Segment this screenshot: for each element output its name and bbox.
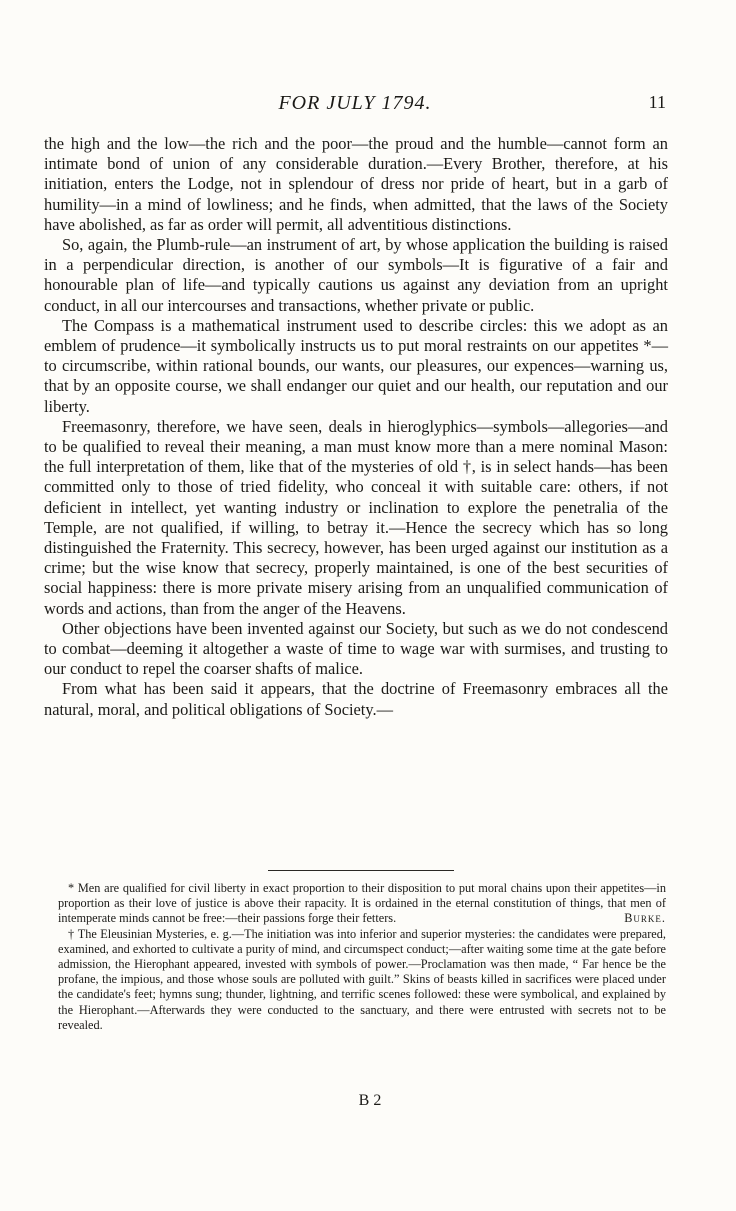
main-text	[44, 134, 668, 720]
footnote: † The Eleusinian Mysteries, e. g.—The initiation was into inferior and superior mysteries: the candidates were prepared, examined, and exhorted to cultivate a purity of mind, and circumspect conduct;—after waiting some time at the gate before admission, the Hierophant appeared, invested with symbols of power.—Proclamation was then made, “ Far hence be the profane, the impious, and those whose souls are polluted with guilt.” Skins of beasts killed in sacrifices were placed under the candidate's feet; hymns sung; thunder, lightning, and terrific scenes followed: these were symbolical, and explained by the Hierophant.—Afterwards they were conducted to the sanctuary, and there were entrusted with secrets not to be revealed.	[58, 926, 666, 1032]
page-header	[44, 92, 666, 122]
paragraph: Freemasonry, therefore, we have seen, deals in hieroglyphics—symbols—allegories—and to be qualified to reveal their meaning, a man must know more than a mere nominal Mason: the full interpretation of them, like that of the mysteries of old †, is in select hands—has been committed only to those of tried fidelity, who conceal it with suitable care: others, if not deficient in intellect, yet wanting industry or inclination to explore the penetralia of the Temple, are not qualified, if willing, to betray it.—Hence the secrecy which has so long distinguished the Fraternity. This secrecy, however, has been urged against our institution as a crime; but the wise know that secrecy, properly maintained, is one of the best securities of social happiness: there is more private misery arising from an unqualified communication of words and actions, than from the anger of the Heavens.	[44, 416, 668, 618]
footnote-attribution: Burke.	[624, 911, 666, 926]
footnote-text: * Men are qualified for civil liberty in exact proportion to their disposition to put moral chains upon their appetites—in proportion as their love of justice is above their rapacity. It is ordained in the eternal constitution of things, that men of intemperate minds cannot be free:—their passions forge their fetters.	[58, 881, 666, 926]
page-number: 11	[648, 92, 666, 112]
paragraph: The Compass is a mathematical instrument used to describe circles: this we adopt as an emblem of prudence—it symbolically instructs us to put moral restraints on our appetites *—to circumscribe, within rational bounds, our wants, our pleasures, our expences—warning us, that by an opposite course, we shall endanger our quiet and our health, our reputation and our liberty.	[44, 315, 668, 416]
footnotes	[58, 881, 666, 1033]
signature-mark: B 2	[358, 1092, 382, 1109]
footnote-divider	[268, 870, 454, 871]
paragraph: From what has been said it appears, that the doctrine of Freemasonry embraces all the natural, moral, and political obligations of Society.—	[44, 679, 668, 719]
paragraph: So, again, the Plumb-rule—an instrument of art, by whose application the building is raised in a perpendicular direction, is another of our symbols—It is figurative of a fair and honourable plan of life—and typically cautions us against any deviation from an upright conduct, in all our intercourses and transactions, whether private or public.	[44, 235, 668, 315]
footnote	[58, 881, 666, 927]
running-title: FOR JULY 1794.	[278, 92, 432, 114]
paragraph: the high and the low—the rich and the poor—the proud and the humble—cannot form an intimate bond of union of any considerable duration.—Every Brother, therefore, at his initiation, enters the Lodge, not in splendour of dress nor pride of heart, but in a garb of humility—in a mind of lowliness; and he finds, when admitted, that the laws of the Society have abolished, as far as order will permit, all adventitious distinctions.	[44, 134, 668, 234]
paragraph: Other objections have been invented against our Society, but such as we do not condescend to combat—deeming it altogether a waste of time to wage war with surmises, and trusting to our conduct to repel the coarser shafts of malice.	[44, 618, 668, 679]
